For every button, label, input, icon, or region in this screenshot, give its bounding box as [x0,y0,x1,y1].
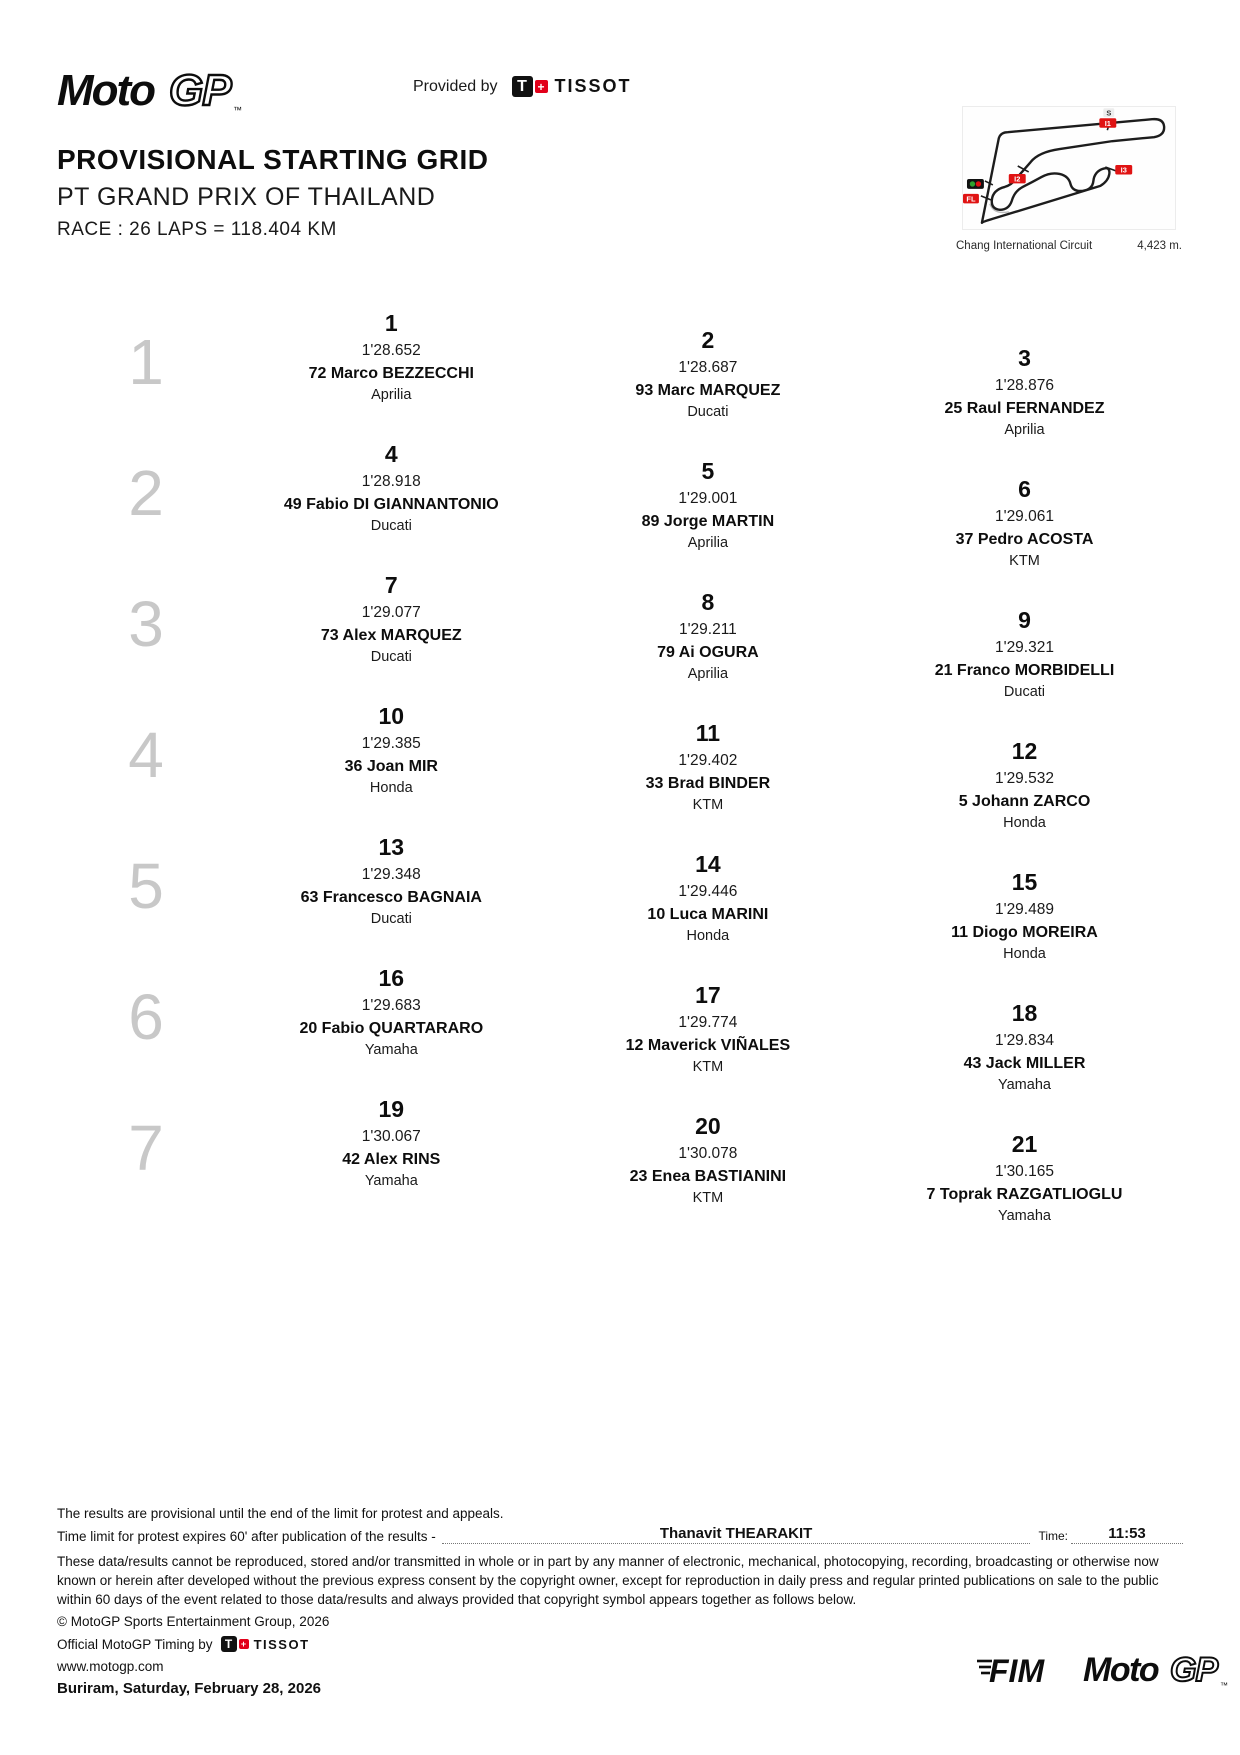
signer-name: Thanavit THEARAKIT [659,1525,813,1542]
qualifying-time: 1'29.077 [361,604,421,621]
rider-name: 7 Toprak RAZGATLIOGLU [926,1186,1123,1203]
tissot-logo [512,76,632,97]
position-number: 18 [1011,1000,1038,1026]
grid-position [866,834,1183,965]
position-number: 2 [701,327,715,353]
signature-line [442,1522,1031,1544]
qualifying-time: 1'29.348 [361,866,421,883]
bike-brand: Honda [369,780,413,796]
grid-position [233,834,550,965]
start-marker [1103,108,1114,117]
intermediate1-marker [1099,118,1116,128]
bike-brand: KTM [1009,553,1040,569]
rider-name: 72 Marco BEZZECCHI [308,365,474,382]
tissot-plus-icon: + [239,1639,249,1649]
grid-row [57,965,1183,1096]
qualifying-time: 1'29.001 [678,490,738,507]
position-number: 7 [384,572,398,598]
intermediate1-label: I1 [1104,118,1111,128]
grid-position [233,310,550,441]
provisional-note: The results are provisional until the end of the limit for protest and appeals. [57,1506,504,1521]
intermediate2-marker [1009,174,1026,184]
time-value: 11:53 [1108,1525,1146,1542]
motogp-logo-gp: GP [169,66,231,115]
rider-name: 37 Pedro ACOSTA [955,531,1094,548]
qualifying-time: 1'29.446 [678,883,738,900]
timing-credit-label: Official MotoGP Timing by [57,1636,213,1652]
motogp-logo-moto: Moto [1083,1651,1159,1689]
tissot-wordmark: TISSOT [253,1636,310,1652]
grid-position [866,703,1183,834]
position-number: 10 [378,703,405,729]
motogp-logo [57,66,247,121]
grid-position [550,441,867,572]
grid-position [866,310,1183,441]
fim-logo-text: FIM [989,1653,1045,1689]
bike-brand: KTM [692,1190,724,1206]
grid-row-cells [233,310,1183,441]
bike-brand: KTM [692,1059,724,1075]
motogp-logo-moto: Moto [57,66,155,115]
bike-brand: Ducati [1003,684,1046,700]
grid-row-cells [233,572,1183,703]
rider-name: 36 Joan MIR [344,758,438,775]
provided-by-label: Provided by [413,77,498,95]
position-number: 6 [1018,476,1031,502]
starting-grid [57,310,1183,1227]
row-number: 1 [128,326,162,398]
position-number: 20 [695,1113,721,1139]
position-number: 15 [1011,869,1038,895]
qualifying-time: 1'29.683 [361,997,421,1014]
grid-row [57,1096,1183,1227]
rider-name: 93 Marc MARQUEZ [635,382,781,399]
rider-name: 43 Jack MILLER [963,1055,1086,1072]
tissot-wordmark: TISSOT [554,76,632,96]
position-number: 9 [1018,607,1031,633]
position-number: 19 [378,1096,405,1122]
grid-position [550,1096,867,1227]
qualifying-time: 1'30.165 [994,1163,1054,1180]
grid-row-cells [233,441,1183,572]
race-info: RACE : 26 LAPS = 118.404 KM [57,219,337,240]
grid-position [550,572,867,703]
tissot-logo-footer [221,1636,310,1652]
intermediate3-label: I3 [1120,165,1127,175]
fim-logo [975,1651,1057,1689]
website: www.motogp.com [57,1659,164,1674]
rider-name: 49 Fabio DI GIANNANTONIO [283,496,499,513]
circuit-caption [956,240,1182,252]
row-number: 4 [128,719,162,791]
event-title: PT GRAND PRIX OF THAILAND [57,183,436,211]
qualifying-time: 1'30.067 [361,1128,421,1145]
time-line [1071,1522,1183,1544]
qualifying-time: 1'28.652 [361,342,421,359]
location-date: Buriram, Saturday, February 28, 2026 [57,1680,322,1697]
circuit-length: 4,423 m. [1137,240,1182,252]
motogp-logo-tm: ™ [1220,1681,1228,1690]
rider-name: 10 Luca MARINI [647,906,769,923]
circuit-map-svg [963,107,1175,229]
tissot-plus-icon: + [535,80,548,93]
provided-by-block [413,76,632,97]
tissot-t-icon: T [512,76,533,97]
start-light-icon [967,179,984,189]
position-number: 14 [695,851,721,877]
rider-name: 73 Alex MARQUEZ [320,627,462,644]
circuit-map [962,106,1176,230]
row-number: 5 [128,850,162,922]
intermediate2-label: I2 [1014,174,1021,184]
grid-position [550,965,867,1096]
qualifying-time: 1'28.687 [678,359,738,376]
bike-brand: Ducati [687,404,729,420]
motogp-logo-tm: ™ [233,105,242,115]
rider-name: 89 Jorge MARTIN [641,513,775,530]
grid-position [233,441,550,572]
position-number: 11 [695,720,721,746]
grid-position [233,572,550,703]
timing-credit-line [57,1636,310,1652]
grid-row-cells [233,834,1183,965]
bike-brand: Ducati [370,518,412,534]
position-number: 4 [384,441,398,467]
motogp-logo-footer [1083,1650,1231,1690]
qualifying-time: 1'29.774 [678,1014,738,1031]
rider-name: 23 Enea BASTIANINI [629,1168,787,1185]
bike-brand: Ducati [370,911,412,927]
grid-position [233,1096,550,1227]
row-number: 6 [128,981,162,1053]
bike-brand: Aprilia [687,666,729,682]
position-number: 16 [378,965,405,991]
circuit-name: Chang International Circuit [956,240,1093,252]
position-number: 8 [701,589,715,615]
grid-row [57,310,1183,441]
grid-row [57,834,1183,965]
signature-row [57,1522,1183,1544]
rider-name: 12 Maverick VIÑALES [625,1037,791,1054]
qualifying-time: 1'30.078 [678,1145,738,1162]
bike-brand: Honda [1003,946,1046,962]
bike-brand: Aprilia [687,535,729,551]
legal-text: These data/results cannot be reproduced, stored and/or transmitted in whole or in part by any manner of electronic, mechanical, photocopying, recording, broadcasting or otherwise now known or herein after developed without the previous express consent by the copyright owner, except for reproduction in daily press and regular printed publications on sale to the public within 60 days of the event related to those data/results and always provided that copyright symbol appears together as follows below. [57,1554,1159,1607]
rider-name: 5 Johann ZARCO [958,793,1091,810]
rider-name: 42 Alex RINS [342,1151,441,1168]
bike-brand: KTM [692,797,724,813]
grid-row-cells [233,1096,1183,1227]
qualifying-time: 1'29.402 [678,752,738,769]
rider-name: 79 Ai OGURA [657,644,759,661]
grid-position [233,703,550,834]
bike-brand: Ducati [370,649,412,665]
position-number: 1 [384,310,398,336]
motogp-logo-gp: GP [1170,1651,1218,1689]
motogp-logo-svg [57,66,247,116]
intermediate3-marker [1115,165,1132,175]
grid-position [233,965,550,1096]
rider-name: 63 Francesco BAGNAIA [300,889,482,906]
qualifying-time: 1'28.918 [361,473,421,490]
start-marker-label: S [1106,108,1112,118]
grid-row [57,441,1183,572]
copyright-line: © MotoGP Sports Entertainment Group, 2026 [57,1614,330,1629]
qualifying-time: 1'29.211 [678,621,737,638]
grid-position [866,572,1183,703]
tissot-t-icon: T [221,1636,237,1652]
grid-position [866,965,1183,1096]
position-number: 13 [378,834,405,860]
grid-position [866,1096,1183,1227]
row-number: 7 [128,1112,162,1184]
grid-position [550,834,867,965]
bike-brand: Aprilia [371,387,412,403]
bike-brand: Yamaha [998,1208,1051,1224]
rider-name: 11 Diogo MOREIRA [951,924,1098,941]
position-number: 12 [1011,738,1038,764]
qualifying-time: 1'29.385 [361,735,421,752]
row-number: 3 [128,588,162,660]
grid-row-cells [233,703,1183,834]
rider-name: 21 Franco MORBIDELLI [934,662,1115,679]
qualifying-time: 1'29.532 [994,770,1054,787]
track-outline [982,119,1164,223]
footer-logos [975,1650,1231,1690]
grid-position [550,703,867,834]
rider-name: 25 Raul FERNANDEZ [944,400,1105,417]
row-number: 2 [128,457,162,529]
grid-row [57,703,1183,834]
grid-position [866,441,1183,572]
qualifying-time: 1'29.061 [994,508,1054,525]
position-number: 17 [695,982,721,1008]
bike-brand: Yamaha [364,1042,418,1058]
position-number: 21 [1011,1131,1038,1157]
finish-line-marker [963,194,979,204]
grid-position [550,310,867,441]
bike-brand: Honda [1003,815,1046,831]
bike-brand: Honda [686,928,730,944]
rider-name: 33 Brad BINDER [645,775,771,792]
protest-line: Time limit for protest expires 60' after publication of the results - [57,1529,436,1544]
qualifying-time: 1'29.489 [994,901,1054,918]
qualifying-time: 1'29.834 [994,1032,1054,1049]
grid-row [57,572,1183,703]
bike-brand: Aprilia [1004,422,1045,438]
position-number: 3 [1018,345,1031,371]
bike-brand: Yamaha [364,1173,418,1189]
bike-brand: Yamaha [998,1077,1051,1093]
page-title: PROVISIONAL STARTING GRID [57,144,489,175]
qualifying-time: 1'28.876 [994,377,1054,394]
position-number: 5 [701,458,715,484]
rider-name: 20 Fabio QUARTARARO [299,1020,484,1037]
time-label: Time: [1038,1529,1068,1543]
grid-row-cells [233,965,1183,1096]
qualifying-time: 1'29.321 [994,639,1054,656]
finish-line-label: FL [966,194,976,204]
